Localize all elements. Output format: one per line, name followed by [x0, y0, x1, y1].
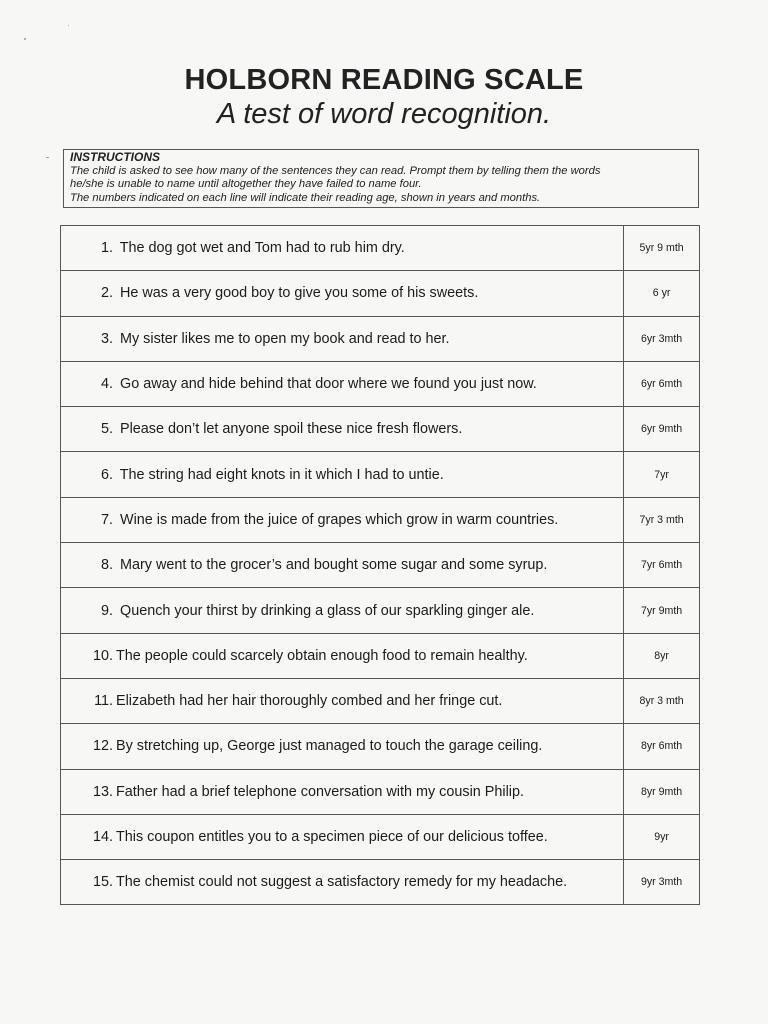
sentence-cell	[61, 860, 624, 905]
sentence-text: My sister likes me to open my book and read to her.	[120, 330, 450, 347]
sentence-cell	[61, 316, 624, 361]
reading-age: 9yr	[624, 814, 700, 859]
row-number: 14.	[92, 829, 113, 845]
reading-age: 8yr 6mth	[624, 724, 700, 769]
row-number: 5.	[100, 421, 113, 438]
table-row	[61, 724, 700, 769]
scan-speck	[24, 38, 26, 40]
row-number: 15.	[92, 874, 113, 891]
sentence-text: The chemist could not suggest a satisfactory remedy for my headache.	[116, 874, 568, 891]
reading-age: 6 yr	[624, 271, 700, 316]
reading-age: 6yr 6mth	[624, 361, 700, 406]
table-row	[61, 543, 700, 588]
reading-age: 6yr 9mth	[624, 407, 700, 452]
table-row	[61, 678, 700, 723]
scan-speck	[46, 157, 49, 158]
reading-age: 7yr 3 mth	[624, 497, 700, 542]
instructions-line: The child is asked to see how many of the sentences they can read. Prompt them by telling them the words	[70, 164, 601, 177]
reading-age: 7yr 6mth	[624, 543, 700, 588]
sentence-cell	[61, 724, 624, 769]
sentence-text: Mary went to the grocer’s and bought some sugar and some syrup.	[120, 557, 548, 574]
row-number: 13.	[92, 783, 113, 800]
row-number: 3.	[100, 330, 113, 347]
sentence-text: The people could scarcely obtain enough food to remain healthy.	[116, 647, 528, 664]
sentence-text: The dog got wet and Tom had to rub him dry.	[119, 240, 405, 257]
sentence-cell	[61, 633, 624, 678]
reading-age: 6yr 3mth	[624, 316, 700, 361]
row-number: 7.	[100, 511, 113, 528]
sentence-text: Quench your thirst by drinking a glass of our sparkling ginger ale.	[120, 602, 535, 619]
table-row	[61, 226, 700, 271]
reading-age: 8yr 9mth	[624, 769, 700, 814]
sentence-cell	[61, 271, 624, 316]
table-row	[61, 497, 700, 542]
sentence-text: Wine is made from the juice of grapes which grow in warm countries.	[120, 511, 559, 528]
row-number: 4.	[100, 376, 113, 393]
sentence-cell	[61, 452, 624, 497]
instructions-box	[63, 149, 699, 208]
page-subtitle: A test of word recognition.	[216, 98, 552, 130]
sentence-cell	[61, 814, 624, 859]
sentence-text: This coupon entitles you to a specimen piece of our delicious toffee.	[116, 829, 548, 845]
instructions-line: The numbers indicated on each line will indicate their reading age, shown in years and months.	[70, 191, 541, 204]
row-number: 8.	[100, 557, 113, 574]
row-number: 12.	[92, 738, 113, 755]
reading-scale-table	[60, 225, 700, 905]
table-row	[61, 769, 700, 814]
sentence-cell	[61, 678, 624, 723]
table-row	[61, 814, 700, 859]
instructions-heading: INSTRUCTIONS	[70, 150, 160, 164]
table-row	[61, 271, 700, 316]
row-number: 1.	[100, 240, 113, 257]
sentence-text: He was a very good boy to give you some of his sweets.	[120, 285, 479, 302]
sentence-text: Please don’t let anyone spoil these nice fresh flowers.	[120, 421, 463, 438]
sentence-text: By stretching up, George just managed to touch the garage ceiling.	[116, 738, 543, 755]
row-number: 6.	[100, 466, 113, 483]
page-title: HOLBORN READING SCALE	[184, 64, 584, 96]
reading-age: 7yr 9mth	[624, 588, 700, 633]
table-row	[61, 407, 700, 452]
sentence-cell	[61, 226, 624, 271]
table-row	[61, 633, 700, 678]
table-row	[61, 588, 700, 633]
row-number: 9.	[100, 602, 113, 619]
sentence-text: The string had eight knots in it which I had to untie.	[119, 466, 444, 483]
sentence-cell	[61, 588, 624, 633]
table-row	[61, 316, 700, 361]
sentence-cell	[61, 769, 624, 814]
table-row	[61, 452, 700, 497]
sentence-cell	[61, 361, 624, 406]
row-number: 11.	[94, 693, 113, 710]
sentence-text: Elizabeth had her hair thoroughly combed and her fringe cut.	[116, 693, 503, 710]
reading-age: 7yr	[624, 452, 700, 497]
instructions-line: he/she is unable to name until altogether they have failed to name four.	[70, 178, 422, 191]
reading-age: 8yr	[624, 633, 700, 678]
sentence-cell	[61, 497, 624, 542]
reading-age: 5yr 9 mth	[624, 226, 700, 271]
row-number: 10.	[92, 647, 113, 664]
sentence-cell	[61, 407, 624, 452]
sentence-text: Father had a brief telephone conversation with my cousin Philip.	[116, 783, 524, 800]
reading-age: 9yr 3mth	[624, 860, 700, 905]
sentence-text: Go away and hide behind that door where we found you just now.	[120, 376, 537, 393]
table-row	[61, 361, 700, 406]
sentence-cell	[61, 543, 624, 588]
reading-age: 8yr 3 mth	[624, 678, 700, 723]
scan-speck	[68, 25, 69, 26]
row-number: 2.	[100, 285, 113, 302]
table-row	[61, 860, 700, 905]
